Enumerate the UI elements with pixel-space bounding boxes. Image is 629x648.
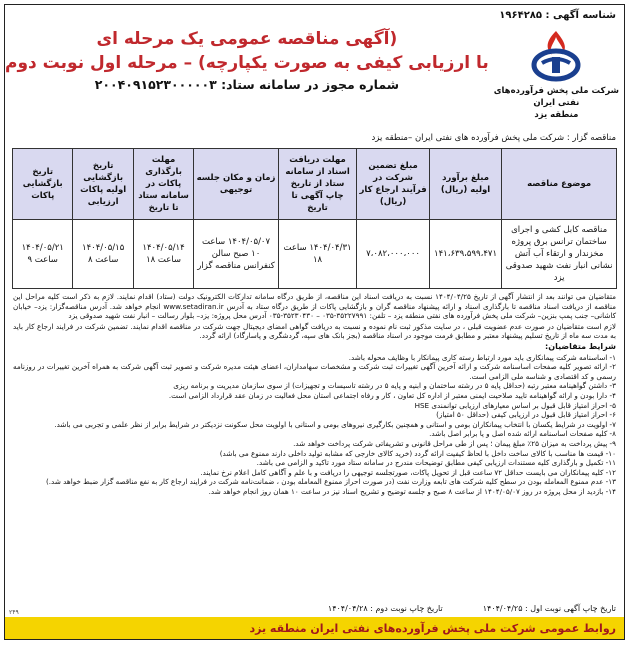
- condition-item: ۹- پیش پرداخت به میزان ۲۵٪ مبلغ پیمان ؛ پس از طی مراحل قانونی و تشریفاتی شرکت پرداخت خواهد شد.: [293, 438, 616, 448]
- footer-bar: [5, 617, 624, 639]
- conditions-title: شرایط متقاضیان:: [545, 341, 616, 351]
- cell-estimate: ۱۴۱،۶۳۹،۵۹۹،۴۷۱: [429, 220, 501, 289]
- bottom-code: ۲۴۹: [9, 609, 19, 616]
- title-block: [5, 23, 489, 95]
- top-bar: [5, 5, 624, 23]
- condition-item: ۵- احراز امتیاز قابل قبول بر اساس معیارهای ارزیابی توانمندی HSE: [414, 400, 616, 410]
- cell-subject: مناقصه کابل کشی و اجرای ساختمان ترانس برق پروژه مخزندار و ارتقاء آب آتش نشانی انبار نفت شهید صدوقی یزد: [502, 220, 617, 289]
- footer-text: روابط عمومی شرکت ملی پخش فرآورده‌های نفتی ایران منطقه یزد: [249, 621, 616, 635]
- organizer-line: مناقصه گزار : شرکت ملی پخش فرآورده های نفتی ایران –منطقه یزد: [371, 133, 616, 143]
- condition-item: ۸- کلیه صفحات اساسنامه ارائه شده اصل و یا برابر اصل باشد.: [429, 429, 616, 439]
- col-subject: موضوع مناقصه: [502, 149, 617, 220]
- col-estimate: مبلغ برآورد اولیه (ریال): [429, 149, 501, 220]
- cell-briefing: ۱۴۰۴/۰۵/۰۷ ساعت ۱۰ صبح سالن کنفرانس مناقصه گزار: [194, 220, 279, 289]
- col-briefing: زمان و مکان جلسه توجیهی: [194, 149, 279, 220]
- cell-upload-deadline: ۱۴۰۴/۰۵/۱۴ ساعت ۱۸: [133, 220, 193, 289]
- table-row: [13, 220, 617, 289]
- title-line-2: با ارزیابی کیفی به صورت یکپارچه) – مرحله اول نوبت دوم: [5, 53, 489, 73]
- paragraph-2: لازم است متقاضیان در صورت عدم عضویت قبلی ، در سایت مذکور ثبت نام نموده و نسبت به دریافت گواهی امضای دیجیتال جهت شرکت در مناقصه اقدام نمایند. تضمین شرکت در فرایند ارجاع کار باید به مدت سه ماه از تاریخ تسلیم پیشنهاد معتبر و مطابق فرمت موجود در اسناد مناقصه (بجز بانک های سپه، گردشگری و پاسارگاد) ارائه گردد.: [13, 321, 616, 341]
- condition-item: ۶- احراز امتیاز قابل قبول در ارزیابی کیفی (حداقل ۵۰ امتیاز): [436, 410, 616, 420]
- table-header-row: [13, 149, 617, 220]
- conditions-list: [13, 353, 616, 497]
- col-doc-deadline: مهلت دریافت اسناد از سامانه ستاد از تاریخ چاپ آگهی تا تاریخ: [278, 149, 357, 220]
- brand-name: شرکت ملی پخش فرآورده‌های نفتی ایران: [493, 86, 620, 108]
- col-initial-opening: تاریخ بازگشایی اولیه پاکات ارزیابی: [73, 149, 133, 220]
- body-text: [5, 289, 624, 496]
- cell-guarantee: ۷،۰۸۲،۰۰۰،۰۰۰: [357, 220, 429, 289]
- permit-number: شماره مجوز در سامانه ستاد: ۲۰۰۴۰۹۱۵۲۳۰۰۰۰۰۳: [94, 77, 400, 92]
- condition-item: ۴- دارا بودن و ارائه گواهینامه تایید صلاحیت ایمنی معتبر از اداره کل تعاون ، کار و رفاه اجتماعی استان محل فعالیت در زمان عقد قرارداد الزامی است.: [168, 390, 616, 400]
- condition-item: ۱۰- قیمت ها مناسب با کالای ساخت داخل با لحاظ کیفیت ارائه گردد (خرید کالای خارجی که مشابه تولید داخلی دارند ممنوع می باشد): [219, 448, 616, 458]
- advertisement-page: [4, 4, 625, 640]
- col-guarantee: مبلغ تضمین شرکت در فرآیند ارجاع کار (ریال): [357, 149, 429, 220]
- publish-date-second: تاریخ چاپ نوبت دوم : ۱۴۰۴/۰۴/۲۸: [327, 604, 443, 613]
- condition-item: ۳- داشتن گواهینامه معتبر رتبه (حداقل پایه ۵ در رشته ساختمان و ابنیه و پایه ۵ در رشته تاسیسات و تجهیزات) از سوی سازمان مدیریت و برنامه ریزی: [173, 381, 616, 391]
- ad-id: شناسه آگهی : ۱۹۶۴۲۸۵: [499, 9, 616, 21]
- company-logo: [489, 27, 624, 85]
- condition-item: ۱۳- عدم ممنوع المعامله بودن در سطح کلیه شرکت های تابعه وزارت نفت (در صورت احراز ممنوع المعامله بودن ، ضمانت‌نامه شرکت در فرایند ارجاع کار به نفع مناقصه گزار ضبط خواهد شد.): [45, 477, 616, 487]
- condition-item: ۱- اساسنامه شرکت پیمانکاری باید مورد ارتباط رسته کاری پیمانکار با وظایف محوله باشد.: [348, 352, 616, 362]
- cell-doc-deadline: ۱۴۰۴/۰۴/۳۱ ساعت ۱۸: [278, 220, 357, 289]
- publish-dates: [13, 604, 616, 613]
- title-line-1: (آگهی مناقصه عمومی یک مرحله ای: [96, 29, 398, 49]
- col-upload-deadline: مهلت بارگذاری پاکات در سامانه ستاد تا تاریخ: [133, 149, 193, 220]
- paragraph-1: متقاضیان می توانند بعد از انتشار آگهی از تاریخ ۱۴۰۴/۰۴/۲۵ نسبت به دریافت اسناد این مناقصه، از طریق درگاه سامانه تدارکات الکترونیک دولت (ستاد) اقدام نمایند. لازم به ذکر است کلیه مراحل این مناقصه از دریافت اسناد مناقصه تا بارگذاری اسناد و ارائه پیشنهاد مناقصه گران و بازگشایی پاکات از طریق درگاه ستاد به آدرس www.setadiran.ir انجام خواهد شد. آدرس مناقصه‌گزار: یزد– خیابان کاشانی– جنب پمپ بنزین– شرکت ملی پخش فرآورده های نفتی منطقه یزد – تلفن: ۳۵۲۲۷۹۹۱-۰۳۵ – ۳۵۲۳۰۴۳۰-۰۳۵ آدرس محل پروژه: یزد– بلوار رسالت – انبار نفت شهید صدوقی یزد: [13, 292, 616, 321]
- header: [5, 23, 624, 131]
- brand-block: [489, 23, 624, 121]
- condition-item: ۲- ارائه تصویر کلیه صفحات اساسنامه شرکت و ارائه آخرین آگهی تغییرات ثبت شرکت و مشخصات سهامداران، اعضای هیئت مدیره شرکت و تصویر ثبت آگهی شرکت به همراه آخرین تغییرات در روزنامه رسمی و کد اقتصادی و شناسه ملی الزامی است.: [13, 362, 616, 381]
- condition-item: ۱۲- کلیه پیمانکاران می بایست حداقل ۷۲ ساعت قبل از تحویل پاکات، صورتجلسه توجیهی را دریافت و با علم و آگاهی کامل اعلام نرخ نمایند.: [200, 467, 616, 477]
- tender-table: [12, 148, 617, 289]
- brand-region: منطقه یزد: [534, 110, 579, 120]
- col-opening: تاریخ بازگشایی پاکات: [13, 149, 73, 220]
- condition-item: ۷- اولویت در شرایط یکسان با انتخاب پیمانکاران بومی و استانی و همچنین بکارگیری نیروهای بومی و استانی با اولویت محل سکونت نزدیکتر در شرایط برابر از نظر علمی و تجربی می باشد.: [54, 419, 616, 429]
- condition-item: ۱۴- بازدید از محل پروژه در روز ۱۴۰۴/۰۵/۰۷ از ساعت ۸ صبح و جلسه توضیح و تشریح اسناد نیز در ساعت ۱۰ همان روز انجام خواهد شد.: [208, 486, 616, 496]
- publish-date-first: تاریخ چاپ آگهی نوبت اول : ۱۴۰۴/۰۴/۲۵: [482, 604, 616, 613]
- cell-initial-opening: ۱۴۰۴/۰۵/۱۵ ساعت ۸: [73, 220, 133, 289]
- flame-logo-icon: [528, 27, 584, 83]
- cell-opening: ۱۴۰۴/۰۵/۲۱ ساعت ۹: [13, 220, 73, 289]
- condition-item: ۱۱- تکمیل و بارگذاری کلیه مستندات ارزیابی کیفی مطابق توضیحات مندرج در سامانه ستاد مورد تاکید و الزامی می باشد.: [256, 458, 616, 468]
